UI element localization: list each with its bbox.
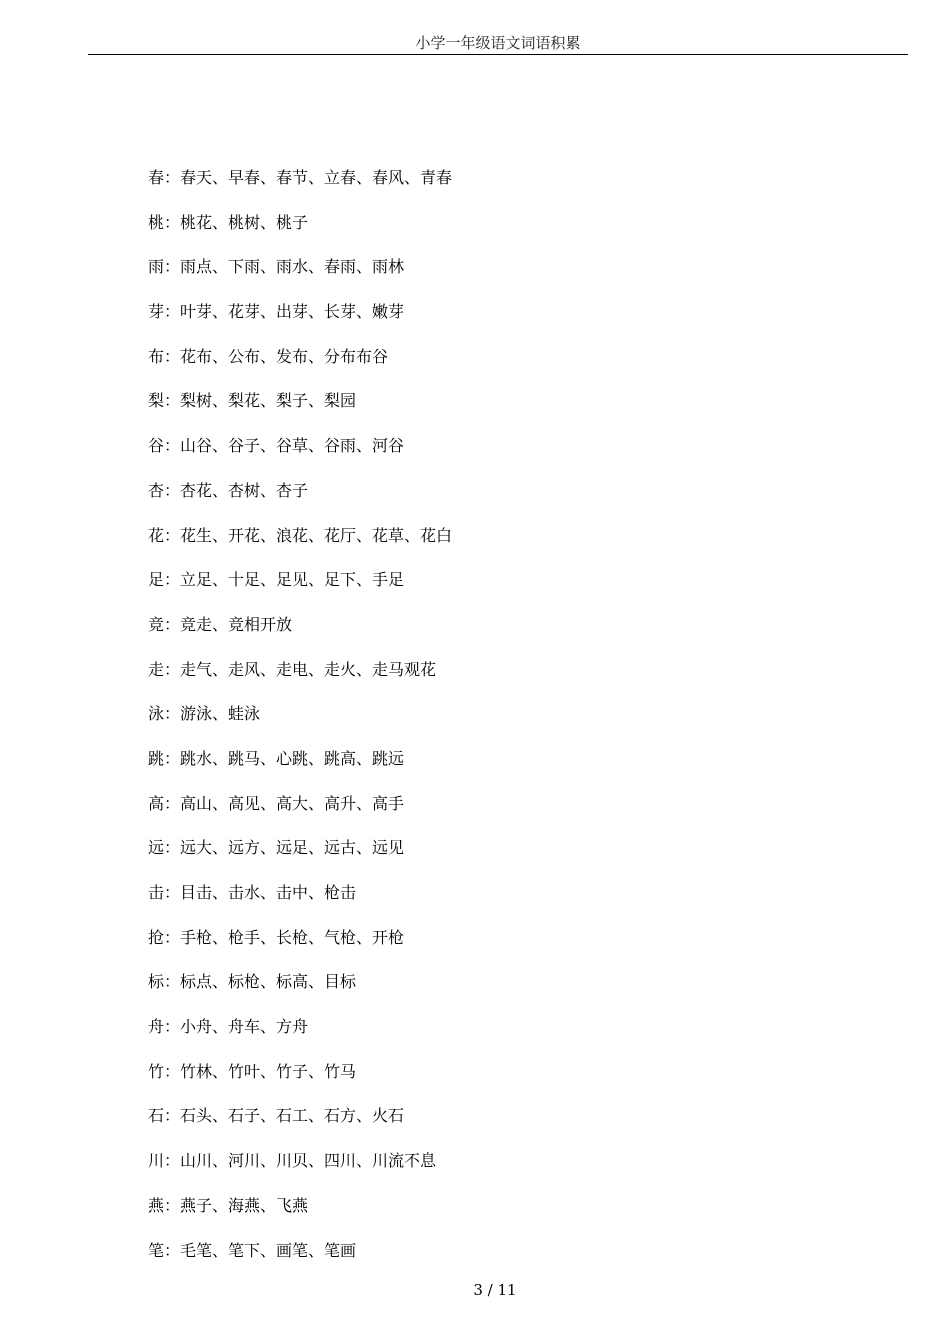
header-divider: [88, 54, 908, 55]
word-entry: 布：花布、公布、发布、分布布谷: [148, 346, 389, 366]
word-entry: 杏：杏花、杏树、杏子: [148, 480, 309, 500]
word-entry: 川：山川、河川、川贝、四川、川流不息: [148, 1151, 437, 1171]
word-entry: 石：石头、石子、石工、石方、火石: [148, 1106, 405, 1126]
word-entry: 雨：雨点、下雨、雨水、春雨、雨林: [148, 257, 405, 277]
word-entry: 跳：跳水、跳马、心跳、跳高、跳远: [148, 748, 405, 768]
word-entry: 泳：游泳、蛙泳: [148, 704, 261, 724]
word-entry: 谷：山谷、谷子、谷草、谷雨、河谷: [148, 436, 405, 456]
word-entry: 燕：燕子、海燕、飞燕: [148, 1195, 309, 1215]
word-entry: 远：远大、远方、远足、远古、远见: [148, 838, 405, 858]
word-entry: 竹：竹林、竹叶、竹子、竹马: [148, 1061, 357, 1081]
word-entry: 竞：竞走、竞相开放: [148, 614, 293, 634]
word-entry: 高：高山、高见、高大、高升、高手: [148, 793, 405, 813]
word-entry: 标：标点、标枪、标高、目标: [148, 972, 357, 992]
word-entry: 击：目击、击水、击中、枪击: [148, 883, 357, 902]
word-entry: 花：花生、开花、浪花、花厅、花草、花白: [148, 525, 453, 545]
page-number: 3 / 11: [473, 1281, 517, 1299]
word-entry: 桃：桃花、桃树、桃子: [148, 212, 309, 232]
word-entry: 走：走气、走风、走电、走火、走马观花: [148, 659, 437, 679]
word-entry: 笔：毛笔、笔下、画笔、笔画: [148, 1240, 357, 1260]
word-entry: 梨：梨树、梨花、梨子、梨园: [148, 391, 357, 411]
word-entry: 舟：小舟、舟车、方舟: [148, 1017, 309, 1037]
word-entry: 抢：手枪、枪手、长枪、气枪、开枪: [148, 927, 405, 947]
word-list: [148, 165, 848, 1282]
page-header-title: 小学一年级语文词语积累: [415, 34, 581, 52]
word-entry: 春：春天、早春、春节、立春、春风、青春: [148, 168, 453, 187]
word-entry: 芽：叶芽、花芽、出芽、长芽、嫩芽: [148, 302, 405, 322]
word-entry: 足：立足、十足、足见、足下、手足: [148, 570, 405, 590]
